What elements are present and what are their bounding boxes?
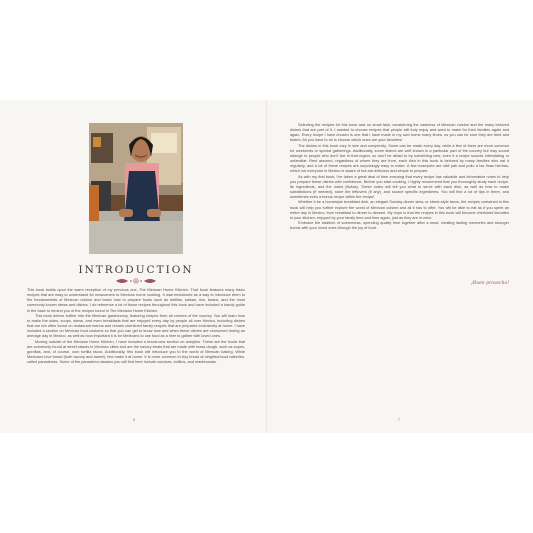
paragraph: This book builds upon the warm reception of my previous one, The Mexican Home Kitchen. That book features many basic recipes that are easy to understand for newcomers to Mexican home cooking. It was envisioned as a way to introduce them to the fundamentals of Mexican cuisine and teach how to prepare foods such as tortillas, salsas, rice, beans, and the most commonly known stews and dishes. I do reference a lot of those recipes throughout this book and have included a handy guide in the back to remind you of the recipes found in The Mexican Home Kitchen. [27,288,245,313]
paragraph: As with my first book, I've taken a great deal of time ensuring that every recipe has valuable and informative notes to help you prepare these dishes with confidence. Before you start cooking, I highly recommend that you thoroughly study each recipe, its ingredients, and the notes (Notas). These notes will tell you what to serve with each dish, as well as how to make substitutions (if needed), store the leftovers (if any), and source specific ingredients. You will find a lot of tips in there, and sometimes even a bonus recipe within the recipe! [290,174,509,200]
author-photo-illustration [89,123,183,254]
paragraph: Whether it be a homestyle breakfast dish, an elegant Sunday dinner stew, or street-style tacos, the recipes contained in this book will help you further explore the world of Mexican cuisine and all it has to offer. You will be able to eat as if you spent an entire day in Mexico, from breakfast to dinner to dessert. My hope is that the recipes in this book will become cherished favorites in your kitchen, enjoyed by your family time and time again, just as they are in mine. [290,200,509,220]
page-number: 6 [133,418,135,422]
paragraph: Selecting the recipes for this book was no small task, considering the vastness of Mexican cuisine and the many beloved dishes that are part of it. I wanted to choose recipes that people will truly enjoy and want to make for their families again and again. Every recipe I have chosen is one that I have made in my own home many times, so you can be sure they are tried and tested. All you have to do is choose which ones are your favorites! [290,123,509,143]
signoff: ¡Buen provecho! [471,281,509,286]
left-page [0,100,266,433]
introduction-body-continued [290,123,509,231]
introduction-body [27,288,245,365]
paragraph: Embrace the tradition of sobremesa, spending quality time together after a meal, creating lasting memories and stronger bonds with your loved ones through the joy of food. [290,220,509,231]
book-spread [0,100,533,433]
right-page [267,100,533,433]
page-title: INTRODUCTION [78,264,194,276]
page-number: 7 [398,418,400,422]
author-photo [89,123,183,254]
ornament-divider [112,276,160,286]
paragraph: The dishes in this book vary in size and complexity. Some can be made every day, while a few of them are more common for weekends or special gatherings. Additionally, some dishes are well known in a particular part of the country but may sound strange to people who don't live in that region, so don't be afraid to try something new, even if a recipe sounds intimidating or unfamiliar. Rest assured, regardless of where they are from, each dish in this book is beloved by many families who eat it regularly, and a lot of these recipes are surprisingly easy to make. A few examples are sikil pak and pollo a las finas hierbas, which not everyone in Mexico is aware of but are delicious and simple to prepare. [290,143,509,174]
paragraph: Moving outside of the Mexican Home Kitchen, I have included a brand-new section on antojitos. These are the foods that are commonly found at street stands in Mexican cities and are the savory treats that are made with masa dough, such as sopes, gorditas, and, of course, corn tortilla tacos. Additionally, this book will introduce you to the world of Mexican baking. While Mexicans love bread (both savory and sweet), few make it at home. It is more common to buy bread at neighborhood bakeries, called panaderías. Some of the panadería classics you will find here include conchas, bolillos, and mantecadas. [27,339,245,365]
paragraph: This book delves further into the Mexican gastronomy, featuring recipes from all corners of the country. You will learn how to make the sides, soups, stews, and even breakfasts that are enjoyed every day by people all over Mexico, including dishes that are not often found on restaurant menus and remain cherished family recipes that are prepared exclusively at home. I have included a section on Mexican food customs so that you can get to know how and when these dishes are consumed during an average day in Mexico, as well as how important it is for Mexicans to use food as a time to gather with loved ones. [27,313,245,339]
